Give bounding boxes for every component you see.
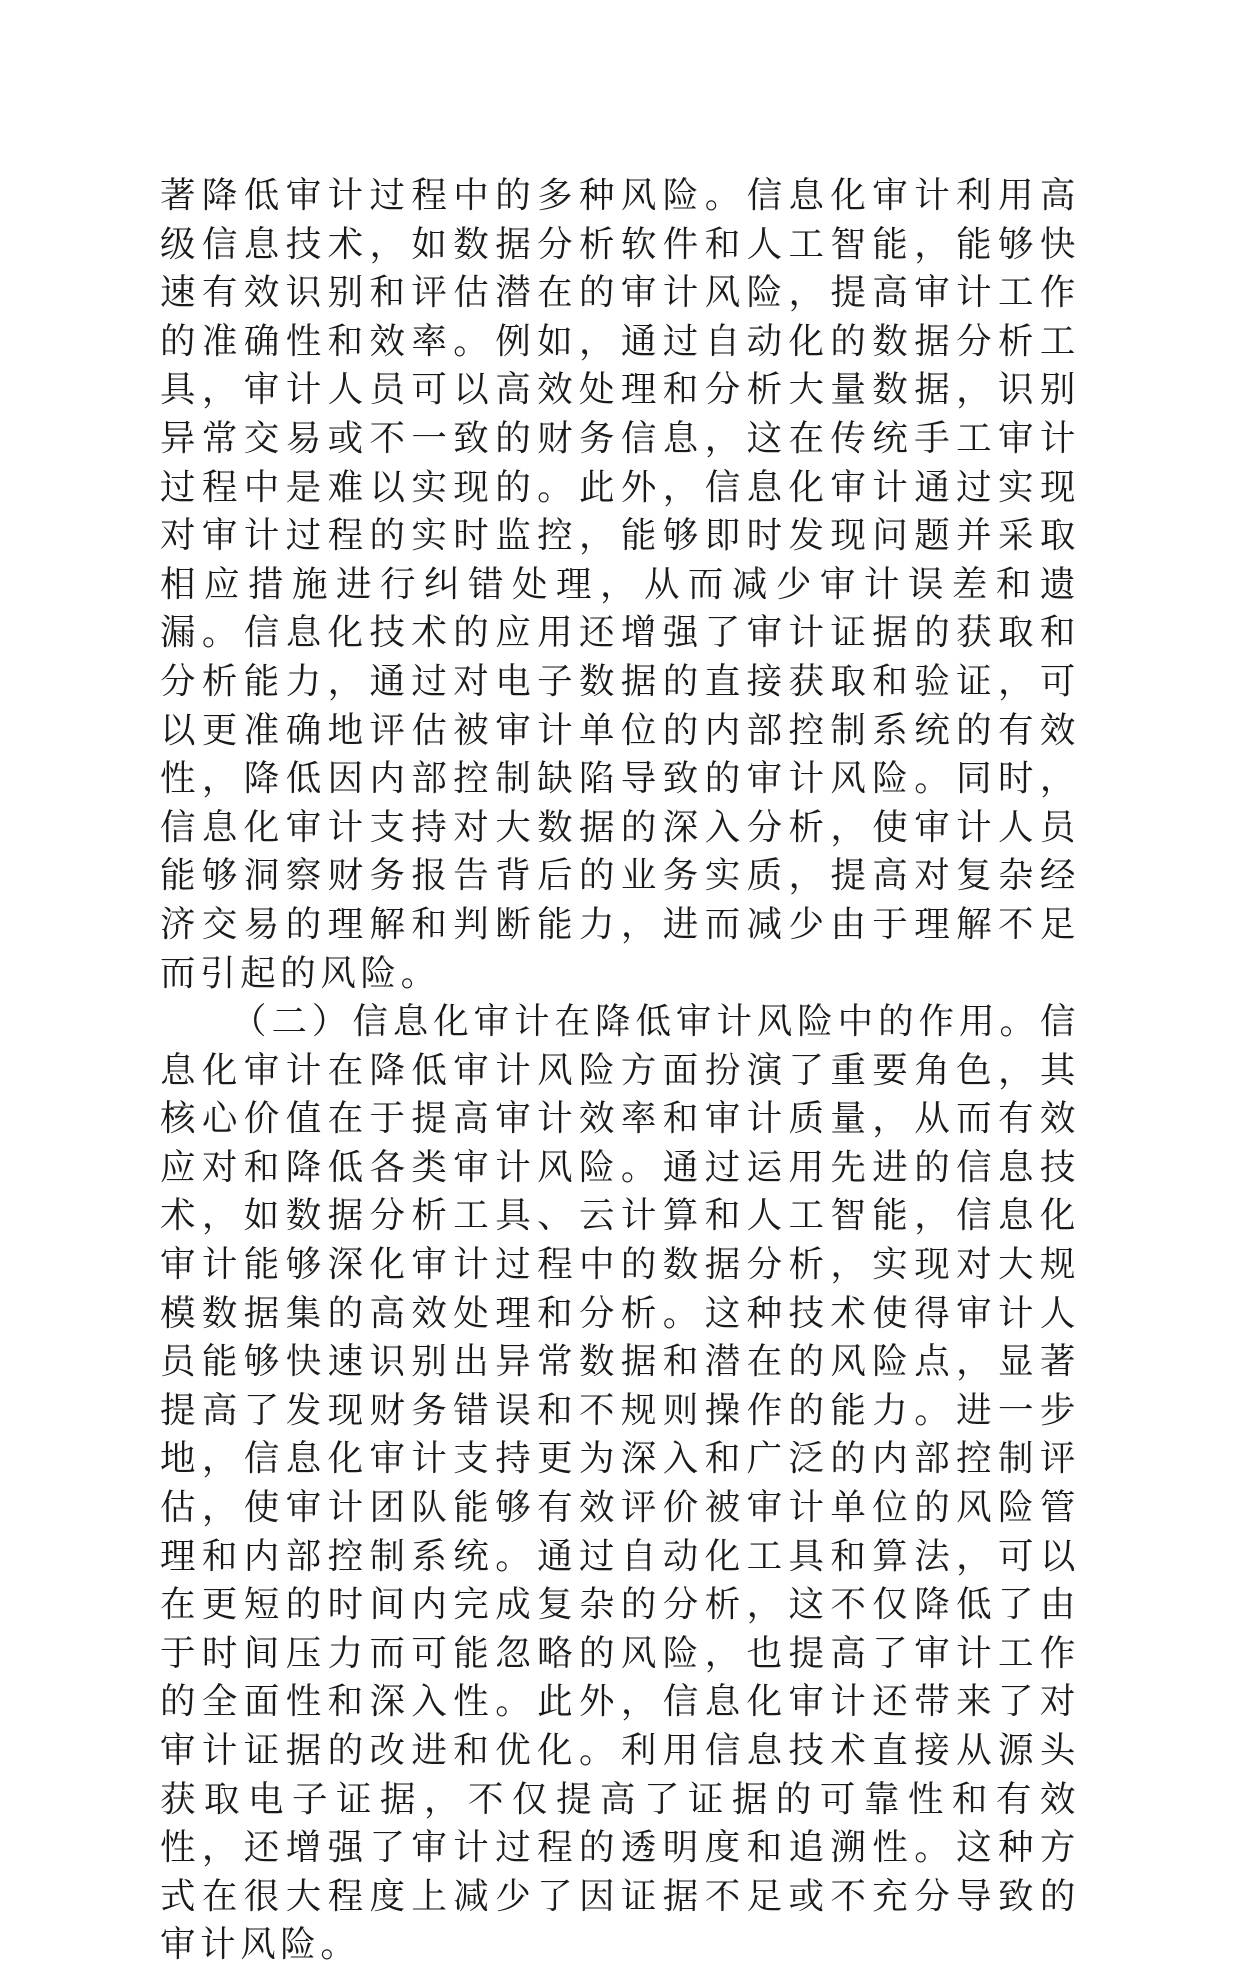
body-text: [160, 172, 1080, 1970]
paragraph-continuation: 著降低审计过程中的多种风险。信息化审计利用高级信息技术，如数据分析软件和人工智能，能够快速有效识别和评估潜在的审计风险，提高审计工作的准确性和效率。例如，通过自动化的数据分析工具，审计人员可以高效处理和分析大量数据，识别异常交易或不一致的财务信息，这在传统手工审计过程中是难以实现的。此外，信息化审计通过实现对审计过程的实时监控，能够即时发现问题并采取相应措施进行纠错处理，从而减少审计误差和遗漏。信息化技术的应用还增强了审计证据的获取和分析能力，通过对电子数据的直接获取和验证，可以更准确地评估被审计单位的内部控制系统的有效性，降低因内部控制缺陷导致的审计风险。同时，信息化审计支持对大数据的深入分析，使审计人员能够洞察财务报告背后的业务实质，提高对复杂经济交易的理解和判断能力，进而减少由于理解不足而引起的风险。: [160, 175, 1080, 994]
paragraph-section-2: （二）信息化审计在降低审计风险中的作用。信息化审计在降低审计风险方面扮演了重要角色，其核心价值在于提高审计效率和审计质量，从而有效应对和降低各类审计风险。通过运用先进的信息技术，如数据分析工具、云计算和人工智能，信息化审计能够深化审计过程中的数据分析，实现对大规模数据集的高效处理和分析。这种技术使得审计人员能够快速识别出异常数据和潜在的风险点，显著提高了发现财务错误和不规则操作的能力。进一步地，信息化审计支持更为深入和广泛的内部控制评估，使审计团队能够有效评价被审计单位的风险管理和内部控制系统。通过自动化工具和算法，可以在更短的时间内完成复杂的分析，这不仅降低了由于时间压力而可能忽略的风险，也提高了审计工作的全面性和深入性。此外，信息化审计还带来了对审计证据的改进和优化。利用信息技术直接从源头获取电子证据，不仅提高了证据的可靠性和有效性，还增强了审计过程的透明度和追溯性。这种方式在很大程度上减少了因证据不足或不充分导致的审计风险。: [160, 1001, 1080, 1966]
